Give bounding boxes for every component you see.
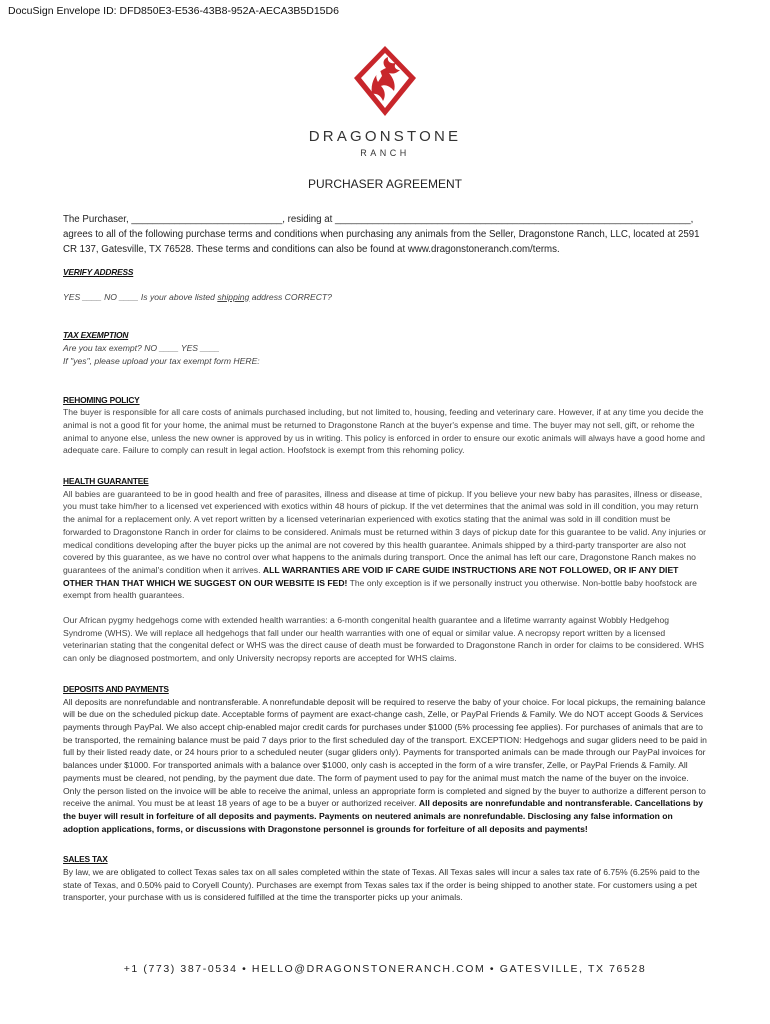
docusign-envelope-id: DocuSign Envelope ID: DFD850E3-E536-43B8-952A-AECA3B5D15D6 [8, 5, 339, 17]
health-warranty-warning: ALL WARRANTIES ARE VOID IF CARE GUIDE INSTRUCTIONS ARE NOT FOLLOWED, OR IF ANY DIET OTHER THAN THAT WHICH WE SUGGEST ON OUR WEBSITE IS FED! [63, 564, 679, 588]
document-title: PURCHASER AGREEMENT [307, 177, 463, 191]
tax-exemption-heading: TAX EXEMPTION [63, 330, 129, 341]
rehoming-policy-body: The buyer is responsible for all care costs of animals purchased including, but not limited to, housing, feeding and veterinary care. However, if at any time you decide the animal is not a good fit for your home, the animal must be returned to Dragonstone Ranch at the buyer's expense and time. The buyer may not sell, gift, or rehome the animal to anyone else, unless the new owner is approved by us in writing. This policy is enforced in order to ensure our exotic animals will always have a good home and adequate care. Failure to comply can result in legal action. Hoofstock is exempt from this rehoming policy. [63, 407, 705, 456]
deposits-forfeiture-warning: All deposits are nonrefundable and nontransferable. Cancellations by the buyer will result in forfeiture of all deposits and payments. Payments on neutered animals are nonrefundable. Disclosing any false information on adoption applications, forms, or discussions with Dragonstone personnel is grounds for forfeiture of all deposits and payments! [63, 798, 704, 834]
brand-name: DRAGONSTONE [308, 128, 462, 145]
deposits-payments-heading: DEPOSITS AND PAYMENTS [63, 683, 169, 694]
verify-suffix: address CORRECT? [249, 291, 332, 302]
sales-tax-body: By law, we are obligated to collect Texas sales tax on all sales completed within the state of Texas. All Texas sales will incur a sales tax rate of 6.75% (6.25% paid to the state of Texas, and 0.50% paid to Coryell County). Purchases are exempt from Texas sales tax if the order is being shipped to another state. For customers using a pet transporter, your purchase with us is considered fulfilled at the time the transporter picks up your animals. [63, 867, 700, 903]
verify-address-line [63, 291, 708, 304]
health-guarantee-body [63, 488, 708, 602]
dragon-logo [352, 44, 418, 118]
agreement-content [63, 212, 708, 904]
deposits-body-text: All deposits are nonrefundable and nontransferable. A nonrefundable deposit will be required to reserve the baby of your choice. For local pickups, the remaining balance will be due on the scheduled pickup date. Acceptable forms of payment are exact-change cash, Zelle, or PayPal Friends & Family. We do NOT accept Goods & Services payments through PayPal. We also accept chip-enabled major credit cards for purchases under $1000 (5% processing fee applies). For purchases of animals that are to be transported, the remaining balance must be paid 7 days prior to the first scheduled day of the transport. EXCEPTION: Hedgehogs and sugar gliders need to be paid in full by their listed ready date, or 24 hours prior to a scheduled neuter (sugar gliders only). Payments for transported animals can be made through our PayPal invoices for balances under $1000. For transported animals with a balance over $1000, only cash is accepted in the form of a wire transfer, Zelle, or PayPal Friends & Family. All payments must be cleared, not pending, by the payment due date. The form of payment used to pay for the animal must match the name of the buyer on the invoice. Only the person listed on the invoice will be able to receive the animal, unless an appropriate form is completed and signed by the buyer to authorize a different person to receive the animal. You must be at least 18 years of age to be a buyer or authorized receiver. [63, 696, 707, 809]
sales-tax-heading: SALES TAX [63, 854, 108, 865]
contact-footer: +1 (773) 387-0534 • HELLO@DRAGONSTONERANCH.COM • GATESVILLE, TX 76528 [123, 963, 647, 975]
rehoming-policy-heading: REHOMING POLICY [63, 394, 140, 405]
verify-address-heading: VERIFY ADDRESS [63, 267, 134, 277]
deposits-payments-body [63, 696, 708, 836]
health-body-exception: The only exception is if we personally instruct you otherwise. Non-bottle baby hoofstock are exempt from health guarantees. [63, 577, 697, 601]
intro-paragraph: The Purchaser, ____________________________, residing at __________________________________________________________________, agrees to all of the following purchase terms and conditions when purchasing any animals from the Seller, Dragonstone Ranch, LLC, located at 2591 CR 137, Gatesville, TX 76528. These terms and conditions can also be found at www.dragonstoneranch.com/terms. [63, 214, 700, 255]
health-body-text: All babies are guaranteed to be in good health and free of parasites, illness and disease at time of pickup. If you believe your new baby has parasites, illness or disease, you must take him/her to a licensed vet experienced with exotics within 48 hours of pickup. If the vet determines that the animal was sold in ill condition, you may return the animal for a replacement only. A vet report written by a licensed veterinarian experienced with exotics stating that the animal was sold in ill condition must be forwarded to Dragonstone Ranch in order for claims to be considered. Animals must be returned within 3 days of pickup date for this guarantee to be valid. Any injuries or medical conditions developing after the buyer picks up the animal are not covered by this health guarantee. Animals shipped by a third-party transporter are also not covered by this guarantee, as we have no control over what happens to the animals during transport. Once the animal has left our care, Dragonstone Ranch makes no guarantees of the animal's condition when it arrives. [63, 488, 706, 575]
verify-prefix: YES ____ NO ____ Is your above listed [63, 291, 218, 302]
health-guarantee-heading: HEALTH GUARANTEE [63, 476, 149, 487]
verify-shipping-word: shipping [217, 291, 250, 302]
brand-subtitle: RANCH [360, 148, 410, 158]
hedgehog-warranty-body: Our African pygmy hedgehogs come with extended health warranties: a 6-month congenital health guarantee and a lifetime warranty against Wobbly Hedgehog Syndrome (WHS). We will replace all hedgehogs that fall under our health warranties with one of equal or similar value. A necropsy report written by a licensed veterinarian stating that the congenital defect or WHS was the direct cause of death must be forwarded to Dragonstone Ranch in order for claims to be considered. WHS can only be diagnosed postmortem, and only University necropsy reports are accepted for WHS claims. [63, 615, 705, 664]
tax-exempt-upload: If "yes", please upload your tax exempt form HERE: [63, 355, 260, 366]
tax-exempt-question: Are you tax exempt? NO ____ YES ____ [63, 343, 220, 354]
